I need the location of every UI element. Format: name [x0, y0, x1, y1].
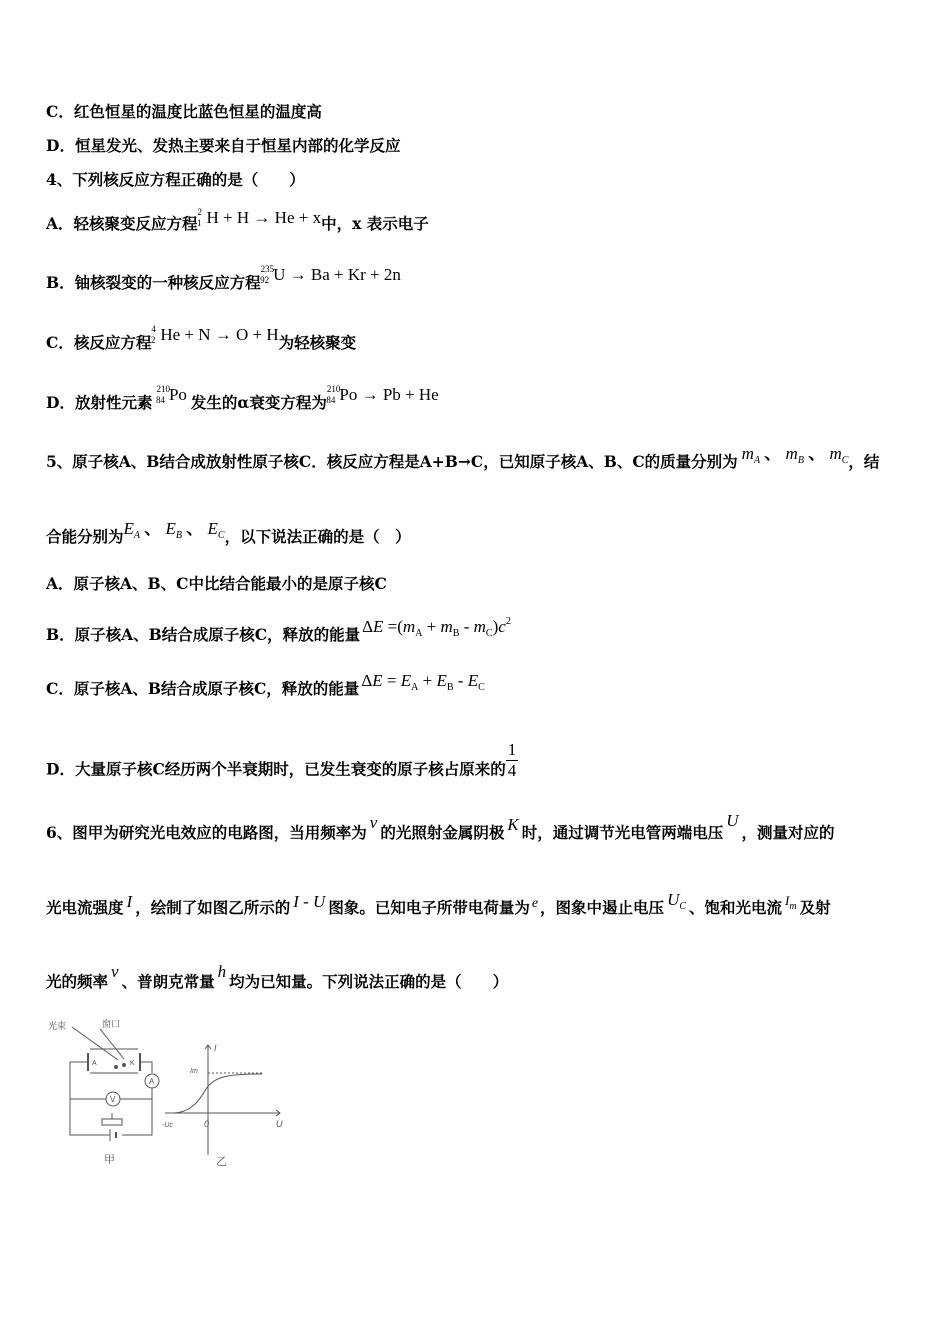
q5-option-b-formula: $\Delta E =(m_A + m_B - m_C)c^2$	[362, 616, 511, 639]
q5-stem-text: 5、原子核A、B结合成放射性原子核C．核反应方程是A+B→C，已知原子核A、B、C的质量分别为	[46, 452, 738, 471]
q5-option-c	[46, 671, 485, 706]
light-beam-label: 光束	[48, 1021, 67, 1031]
q4-option-d	[46, 384, 439, 415]
q6-figure	[40, 1015, 300, 1175]
q5-option-b	[46, 616, 511, 652]
q4-option-d-equation: $^{210}$84 Po → Pb + He	[326, 384, 439, 405]
electron-1	[115, 1066, 118, 1069]
q5-stem2-tail: ，以下说法正确的是（ ）	[224, 527, 411, 546]
q4-option-d-element: $^{210}$84 Po	[155, 384, 187, 405]
figure-jia-label: 甲	[104, 1154, 115, 1166]
i-axis-label: I	[214, 1043, 217, 1053]
q4-option-a-text: A．轻核聚变反应方程	[46, 214, 198, 233]
q6-l3a: 光的频率	[46, 972, 109, 991]
q4-option-b-text: B．铀核裂变的一种核反应方程	[46, 273, 261, 292]
q5-option-c-text: C．原子核A、B结合成原子核C，释放的能量	[46, 679, 360, 698]
q6-symbol-im: $I_m$	[785, 893, 797, 912]
window-label: 窗口	[102, 1019, 121, 1029]
q6-symbol-i: I	[126, 892, 133, 911]
q4-option-d-mid: 发生的α衰变方程为	[190, 393, 327, 412]
q6-symbol-uc: $U_C$	[667, 890, 687, 912]
q4-option-c	[46, 324, 357, 355]
circuit-diagram	[48, 1018, 159, 1166]
q6-l1a: 6、图甲为研究光电效应的电路图，当用频率为	[46, 823, 367, 842]
light-ray-2	[100, 1029, 124, 1059]
q4-option-a	[46, 207, 429, 236]
q6-l3c: 均为已知量。下列说法正确的是（ ）	[229, 972, 509, 991]
q6-l1c: 时，通过调节光电管两端电压	[521, 823, 724, 842]
q5-option-d-fraction: $\frac{1}{4}$	[507, 740, 517, 780]
q4-option-c-tail: 为轻核聚变	[278, 333, 357, 352]
q6-l2b: ，绘制了如图乙所示的	[135, 898, 291, 917]
q5-option-c-formula: $\Delta E = E_A + E_B - E_C$	[361, 671, 485, 693]
wire-top-right	[140, 1062, 152, 1073]
q4-option-a-equation: $^2$1 H + H → He + x	[197, 207, 322, 228]
q6-line3	[46, 962, 509, 992]
q5-option-b-text: B．原子核A、B结合成原子核C，释放的能量	[46, 625, 361, 644]
q4-option-d-text: D．放射性元素	[46, 393, 153, 412]
q5-stem-line2	[46, 519, 411, 554]
q6-l1b: 的光照射金属阴极	[380, 823, 505, 842]
q6-symbol-v: v	[369, 813, 378, 832]
q6-symbol-k: K	[507, 815, 519, 834]
q6-l1d: ，测量对应的	[741, 823, 835, 842]
anode-label: A	[92, 1060, 97, 1067]
q6-l2f: 及射	[799, 898, 831, 917]
q5-option-a: A．原子核A、B、C中比结合能最小的是原子核C	[46, 574, 387, 593]
q4-option-b	[46, 264, 401, 295]
rheostat	[102, 1119, 122, 1125]
q5-mass-symbols: $m_A$ 、 $m_B$ 、 $m_C$	[741, 444, 849, 466]
cathode-label: K	[130, 1060, 135, 1067]
electron-2	[123, 1064, 126, 1067]
q3-option-c: C．红色恒星的温度比蓝色恒星的温度高	[46, 102, 322, 121]
q6-symbol-iu: I - U	[293, 892, 326, 911]
im-label: Im	[190, 1068, 198, 1075]
q5-option-d-text: D．大量原子核C经历两个半衰期时，已发生衰变的原子核占原来的	[46, 759, 506, 779]
q5-energy-symbols: $E_A$ 、 $E_B$ 、 $E_C$	[123, 519, 225, 541]
q5-option-d	[46, 740, 518, 791]
q4-option-c-equation: $^4$2 He + N → O + H	[150, 324, 279, 345]
q5-stem2-text: 合能分别为	[46, 527, 124, 546]
q4-option-a-tail: 中，x 表示电子	[321, 214, 429, 233]
q6-l2a: 光电流强度	[46, 898, 124, 917]
q6-line2	[46, 890, 831, 925]
q6-l3b: 、普朗克常量	[121, 972, 215, 991]
q6-symbol-u: U	[726, 811, 739, 830]
q6-symbol-e: e	[531, 896, 539, 911]
iu-graph	[162, 1043, 283, 1168]
q3-option-d: D．恒星发光、发热主要来自于恒星内部的化学反应	[46, 136, 401, 155]
figure-yi-label: 乙	[216, 1156, 227, 1168]
q6-l2d: ，图象中遏止电压	[540, 898, 665, 917]
iu-curve	[174, 1074, 262, 1113]
q5-stem-line1	[46, 444, 880, 479]
uc-label: -Uc	[162, 1122, 173, 1129]
u-axis-label: U	[276, 1119, 283, 1129]
q6-l2e: 、饱和光电流	[689, 898, 783, 917]
q4-option-b-equation: $^{235}$92 U → Ba + Kr + 2n	[260, 264, 401, 285]
voltmeter-label: V	[110, 1095, 116, 1104]
q6-line1	[46, 811, 835, 843]
q6-l2c: 图象。已知电子所带电荷量为	[328, 898, 530, 917]
q6-symbol-h: h	[217, 962, 227, 981]
wire-right	[122, 1088, 152, 1135]
ammeter-label: A	[149, 1077, 155, 1086]
q6-symbol-v2: v	[111, 962, 119, 981]
q4-option-c-text: C．核反应方程	[46, 333, 152, 352]
origin-label: 0	[204, 1119, 210, 1129]
q4-stem: 4、下列核反应方程正确的是（ ）	[46, 170, 305, 189]
q5-stem-end: ，结	[848, 452, 880, 471]
